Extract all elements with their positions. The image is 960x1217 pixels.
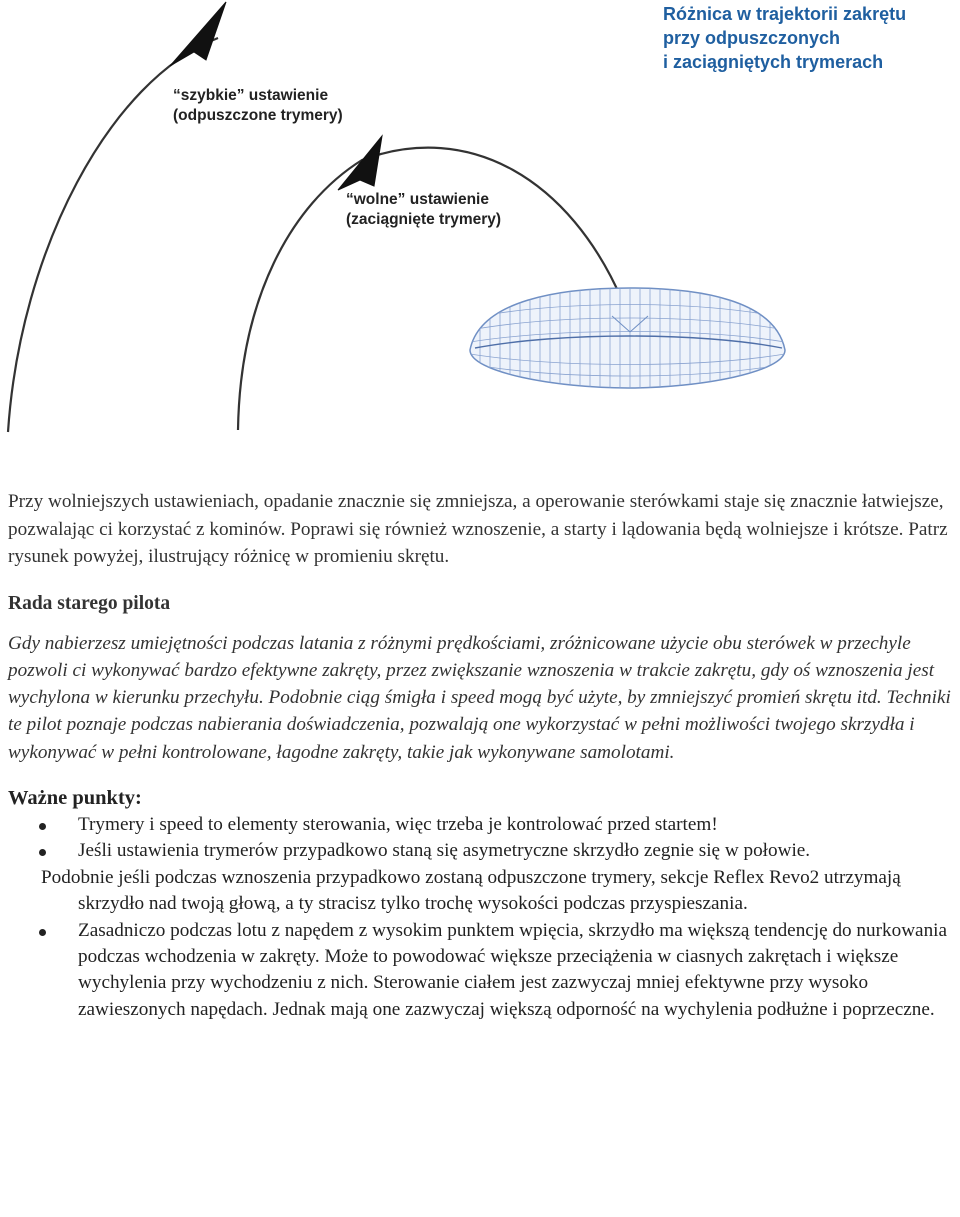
advice-heading: Rada starego pilota [8, 592, 171, 614]
fast-setting-label-line: (odpuszczone trymery) [173, 107, 343, 124]
important-points-heading: Ważne punkty: [8, 786, 142, 809]
bullet-list [8, 918, 952, 1024]
bullet-list [8, 812, 952, 865]
figure-title-line: i zaciągniętych trymerach [663, 52, 884, 72]
figure-title [663, 2, 953, 74]
arrow-head-icon [170, 2, 226, 66]
intro-paragraph: Przy wolniejszych ustawieniach, opadanie znacznie się zmniejsza, a operowanie sterówkami staje się znacznie łatwiejsze, pozwalając ci korzystać z kominów. Poprawi się również wznoszenie, a starty i lądowania będą wolniejsze i krótsze. Patrz rysunek powyżej, ilustrujący różnicę w promieniu skrętu. [8, 491, 948, 567]
list-item [8, 918, 952, 1024]
list-item-text: Jeśli ustawienia trymerów przypadkowo staną się asymetryczne skrzydło zegnie się w połowie. [78, 840, 811, 862]
list-item-text: Trymery i speed to elementy sterowania, więc trzeba je kontrolować przed startem! [78, 813, 718, 835]
list-item-text: Zasadniczo podczas lotu z napędem z wysokim punktem wpięcia, skrzydło ma większą tendencję do nurkowania podczas wchodzenia w zakręty. Może to powodować większe przeciążenia w ciasnych zakrętach i większe wychylenia przy wychodzeniu z nich. Sterowanie ciałem jest zazwyczaj mniej efektywne przy wysoko zawieszonych napędach. Jednak mają one zazwyczaj większą odporność na wychylenia podłużne i poprzeczne. [78, 919, 948, 1020]
bullet-icon [39, 823, 46, 830]
figure-title-line: Różnica w trajektorii zakrętu [663, 4, 907, 24]
list-item [8, 838, 952, 864]
turn-radius-figure [0, 0, 960, 440]
document-body [8, 488, 952, 1023]
fast-setting-label-line: “szybkie” ustawienie [173, 87, 329, 104]
bullet-icon [39, 929, 46, 936]
slow-setting-label-line: “wolne” ustawienie [346, 191, 489, 208]
advice-paragraph: Gdy nabierzesz umiejętności podczas latania z różnymi prędkościami, zróżnicowane użycie obu sterówek w przechyle pozwoli ci wykonywać bardzo efektywne zakręty, przez zwiększanie wznoszenia w trakcie zakrętu, gdy oś wznoszenia jest wychylona w kierunku przechyłu. Podobnie ciąg śmigła i speed mogą być użyte, by zmniejszyć promień skrętu itd. Techniki te pilot poznaje podczas nabierania doświadczenia, pozwalają one wykorzystać w pełni możliwości twojego skrzydła i wykonywać w pełni kontrolowane, łagodne zakręty, takie jak wykonywane samolotami. [8, 632, 951, 763]
list-item [8, 812, 952, 838]
slow-setting-label [346, 190, 501, 230]
paraglider-wing-icon [470, 280, 785, 400]
hanging-paragraph: Podobnie jeśli podczas wznoszenia przypadkowo zostaną odpuszczone trymery, sekcje Reflex Revo2 utrzymają skrzydło nad twoją głową, a ty stracisz tylko trochę wysokości podczas przyspieszania. [41, 866, 901, 915]
fast-setting-label [173, 86, 343, 126]
arrow-head-icon [338, 136, 382, 190]
figure-title-line: przy odpuszczonych [663, 28, 841, 48]
bullet-icon [39, 849, 46, 856]
slow-setting-label-line: (zaciągnięte trymery) [346, 211, 502, 228]
